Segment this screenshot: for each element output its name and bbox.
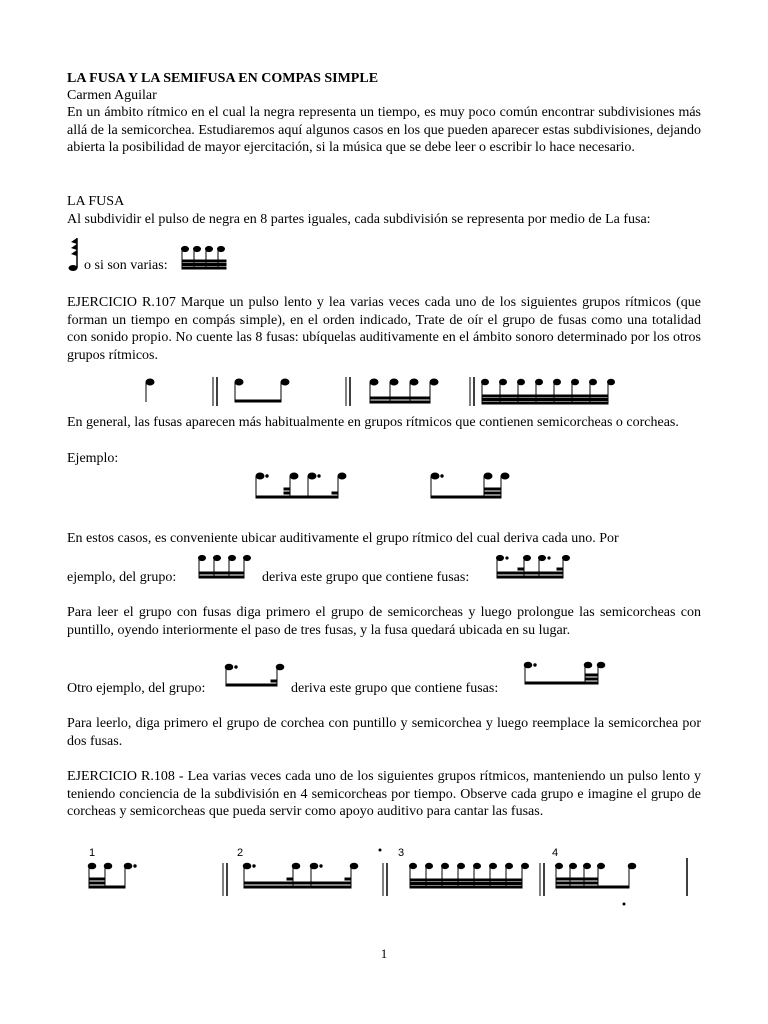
para-leerlo-paragraph: Para leerlo, diga primero el grupo de corchea con puntillo y semicorchea y luego reemplace la semicorchea por dos fusas. — [67, 716, 701, 749]
exercise-108-label-4: 4 — [552, 847, 559, 859]
page-number: 1 — [380, 946, 388, 961]
otro-ejemplo-label: Otro ejemplo, del grupo: — [67, 681, 206, 696]
fusa-group-symbol — [179, 244, 229, 272]
varias-label: o si son varias: — [84, 258, 168, 273]
otro-deriva-label: deriva este grupo que contiene fusas: — [291, 681, 499, 696]
corchea-puntillo-group-symbol — [223, 662, 285, 690]
fusas-derived-group-symbol — [494, 553, 574, 581]
general-paragraph: En general, las fusas aparecen más habitualmente en grupos rítmicos que contienen semicorcheas o corcheas. — [67, 415, 679, 430]
ejemplo-del-grupo-label: ejemplo, del grupo: — [67, 570, 177, 585]
fusa-definition: Al subdividir el pulso de negra en 8 partes iguales, cada subdivisión se representa por medio de La fusa: — [67, 212, 651, 227]
corchea-fusas-group-symbol — [522, 660, 608, 688]
para-leer-paragraph: Para leer el grupo con fusas diga primero el grupo de semicorcheas y luego prolongue las semicorcheas con puntillo, oyendo interiormente el paso de tres fusas, y la fusa quedará ubicada en su lugar. — [67, 605, 701, 638]
estos-casos-text: En estos casos, es conveniente ubicar auditivamente el grupo rítmico del cual deriva cada uno. Por — [67, 531, 619, 546]
ejemplo-rhythms — [252, 468, 522, 508]
fusa-note-symbol — [67, 236, 81, 272]
exercise-107-rhythms — [140, 372, 640, 412]
document-title: LA FUSA Y LA SEMIFUSA EN COMPAS SIMPLE — [67, 71, 379, 86]
intro-paragraph: En un ámbito rítmico en el cual la negra representa un tiempo, es muy poco común encontrar subdivisiones más allá de la semicorchea. Estudiaremos aquí algunos casos en los que pueden aparecer estas subdivisiones, dejando abierta la posibilidad de mayor ejercitación, si la música que se debe leer o escribir lo hace necesario. — [67, 105, 701, 155]
semicorcheas-group-symbol — [196, 553, 256, 581]
exercise-108-rhythms — [84, 858, 704, 908]
exercise-108-label-2: 2 — [237, 847, 244, 859]
deriva-grupo-fusas-label: deriva este grupo que contiene fusas: — [262, 570, 470, 585]
exercise-108-label-3: 3 — [398, 847, 405, 859]
ejemplo-label: Ejemplo: — [67, 451, 119, 466]
exercise-107-text: EJERCICIO R.107 Marque un pulso lento y lea varias veces cada uno de los siguientes grupos rítmicos (que forman un tiempo en compás simple), en el orden indicado, Trate de oír el grupo de fusas como una totalidad con sonido propio. No cuente las 8 fusas: ubíquelas auditivamente en el ámbito sonoro determinado por los otros grupos rítmicos. — [67, 295, 701, 363]
exercise-108-label-1: 1 — [89, 847, 96, 859]
exercise-108-text: EJERCICIO R.108 - Lea varias veces cada uno de los siguientes grupos rítmicos, manteniendo un pulso lento y teniendo conciencia de la subdivisión en 4 semicorcheas por tiempo. Observe cada grupo e imagine el grupo de corcheas y semicorcheas que pueda servir como apoyo auditivo para cantar las fusas. — [67, 769, 701, 819]
section-heading-fusa: LA FUSA — [67, 194, 125, 209]
document-author: Carmen Aguilar — [67, 88, 157, 103]
